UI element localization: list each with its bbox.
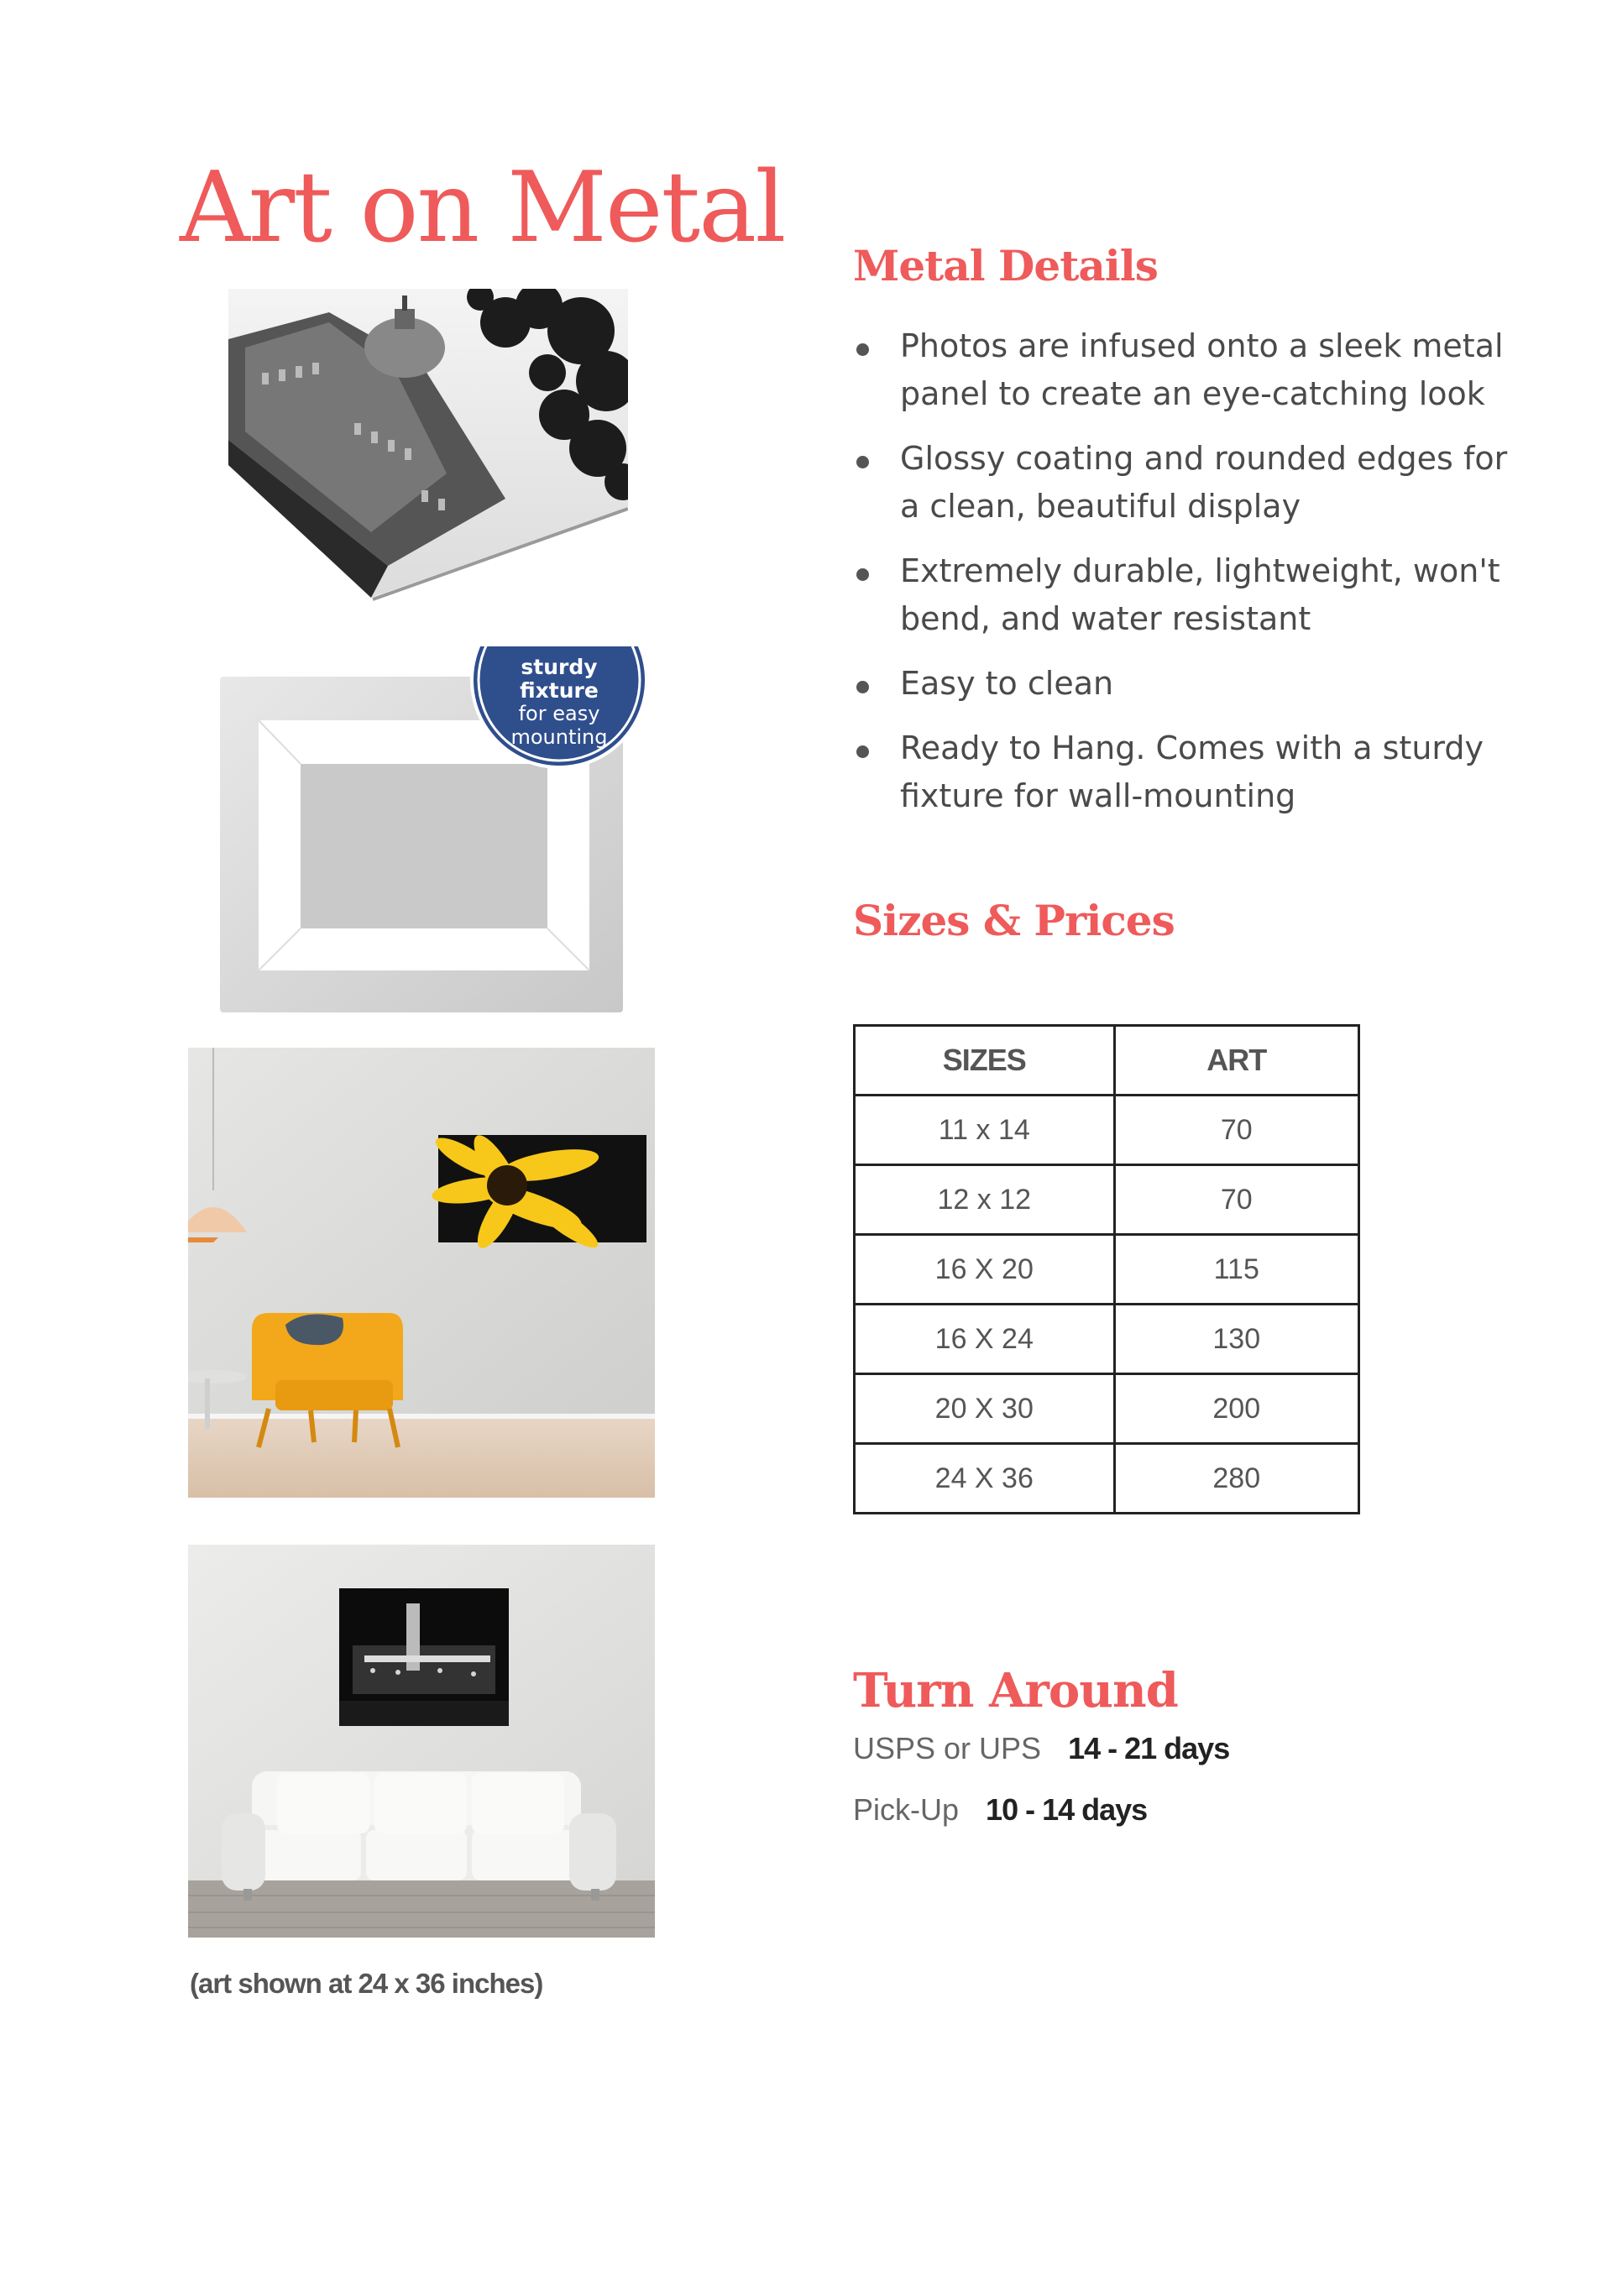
detail-item-text: Glossy coating and rounded edges for a clean, beautiful display [900, 440, 1508, 525]
metal-details-heading: Metal Details [853, 241, 1158, 290]
turnaround-pickup-row [853, 1792, 1147, 1828]
sizes-prices-heading: Sizes & Prices [853, 896, 1175, 945]
bullet-icon [856, 456, 869, 468]
table-row [855, 1444, 1359, 1514]
table-header-row [855, 1026, 1359, 1096]
shipping-days: 14 - 21 days [1068, 1731, 1230, 1765]
price-cell: 280 [1114, 1444, 1358, 1514]
column-header-sizes: SIZES [855, 1026, 1115, 1096]
detail-item-text: Photos are infused onto a sleek metal panel to create an eye-catching look [900, 327, 1504, 412]
size-cell: 16 X 24 [855, 1305, 1115, 1374]
size-cell: 12 x 12 [855, 1165, 1115, 1235]
table-row [855, 1165, 1359, 1235]
bullet-icon [856, 568, 869, 581]
price-cell: 70 [1114, 1096, 1358, 1165]
detail-item-text: Ready to Hang. Comes with a sturdy fixture for wall-mounting [900, 730, 1484, 814]
table-row [855, 1235, 1359, 1305]
shipping-method: USPS or UPS [853, 1731, 1042, 1765]
price-cell: 130 [1114, 1305, 1358, 1374]
badge-line-2: fixture [520, 678, 599, 703]
image-caption: (art shown at 24 x 36 inches) [190, 1968, 543, 1999]
price-table [853, 1024, 1360, 1514]
table-row [855, 1374, 1359, 1444]
detail-item [853, 435, 1525, 531]
size-cell: 16 X 20 [855, 1235, 1115, 1305]
pickup-method: Pick-Up [853, 1792, 960, 1827]
price-cell: 200 [1114, 1374, 1358, 1444]
room-sofa-image [188, 1545, 655, 1938]
detail-item [853, 724, 1525, 820]
bullet-icon [856, 745, 869, 758]
badge-line-3: for easy [518, 702, 600, 725]
bullet-icon [856, 681, 869, 693]
price-cell: 115 [1114, 1235, 1358, 1305]
turn-around-heading: Turn Around [853, 1663, 1178, 1718]
page-title: Art on Metal [180, 151, 785, 264]
column-header-art: ART [1114, 1026, 1358, 1096]
panel-back-fixture-image [220, 646, 648, 1012]
detail-item [853, 660, 1525, 708]
detail-item-text: Easy to clean [900, 665, 1114, 702]
badge-line-1: sturdy [521, 655, 598, 679]
metal-print-capitol-image [228, 289, 628, 606]
metal-details-list [853, 322, 1525, 837]
bullet-icon [856, 343, 869, 356]
detail-item [853, 322, 1525, 418]
turnaround-shipping-row [853, 1731, 1229, 1766]
size-cell: 24 X 36 [855, 1444, 1115, 1514]
table-row [855, 1096, 1359, 1165]
size-cell: 11 x 14 [855, 1096, 1115, 1165]
price-cell: 70 [1114, 1165, 1358, 1235]
detail-item-text: Extremely durable, lightweight, won't bend, and water resistant [900, 552, 1500, 637]
room-yellow-flower-image [188, 1048, 655, 1498]
size-cell: 20 X 30 [855, 1374, 1115, 1444]
badge-line-4: mounting [510, 725, 608, 749]
pickup-days: 10 - 14 days [986, 1792, 1148, 1827]
fixture-badge [472, 646, 646, 764]
table-row [855, 1305, 1359, 1374]
detail-item [853, 547, 1525, 643]
